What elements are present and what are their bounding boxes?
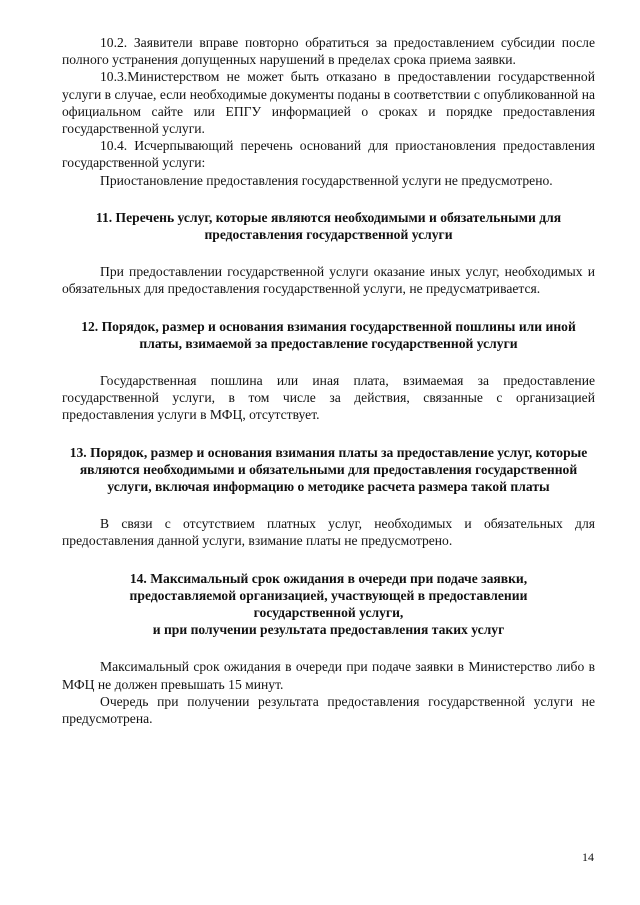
section-14-heading-line: 14. Максимальный срок ожидания в очереди при подаче заявки,: [129, 570, 528, 586]
paragraph-10-3: 10.3.Министерством не может быть отказано в предоставлении государственной услуги в случае, если необходимые документы поданы в соответствии с опубликованной на официальном сайте или ЕПГУ информацией о сроках и порядке предоставления государственной услуги.: [62, 69, 595, 137]
section-14-heading: [62, 570, 595, 639]
section-12-heading: 12. Порядок, размер и основания взимания государственной пошлины или иной платы, взимаемой за предоставление государственной услуги: [81, 318, 576, 351]
document-page: [62, 34, 595, 727]
section-13-heading: 13. Порядок, размер и основания взимания платы за предоставление услуг, которые являются необходимыми и обязательными для предоставления государственной услуги, включая информацию о методике расчета размера такой платы: [69, 444, 588, 495]
section-11-heading: 11. Перечень услуг, которые являются необходимыми и обязательными для предоставления государственной услуги: [95, 209, 562, 243]
section-14-heading-line: государственной услуги,: [253, 605, 404, 621]
paragraph-10-4: 10.4. Исчерпывающий перечень оснований для приостановления предоставления государственной услуги:: [62, 138, 595, 171]
section-13-body: В связи с отсутствием платных услуг, необходимых и обязательных для предоставления данной услуги, взимание платы не предусмотрено.: [62, 516, 595, 549]
section-14-body-result-queue: Очередь при получении результата предоставления государственной услуги не предусмотрена.: [62, 693, 595, 727]
section-14-body-wait-time: Максимальный срок ожидания в очереди при подаче заявки в Министерство либо в МФЦ не должен превышать 15 минут.: [62, 659, 595, 692]
section-14-heading-line: и при получении результата предоставления таких услуг: [152, 622, 505, 638]
section-11-body: При предоставлении государственной услуги оказание иных услуг, необходимых и обязательных для предоставления государственной услуги, не предусматривается.: [62, 264, 595, 297]
section-12-body: Государственная пошлина или иная плата, взимаемая за предоставление государственной услуги, в том числе за действия, связанные с организацией предоставления услуги в МФЦ, отсутствует.: [62, 373, 595, 423]
paragraph-suspension: Приостановление предоставления государственной услуги не предусмотрено.: [100, 172, 553, 188]
paragraph-10-2: 10.2. Заявители вправе повторно обратиться за предоставлением субсидии после полного устранения допущенных нарушений в пределах срока приема заявки.: [62, 35, 595, 68]
page-number: 14: [582, 850, 594, 864]
section-14-heading-line: предоставляемой организацией, участвующей в предоставлении: [129, 587, 528, 603]
